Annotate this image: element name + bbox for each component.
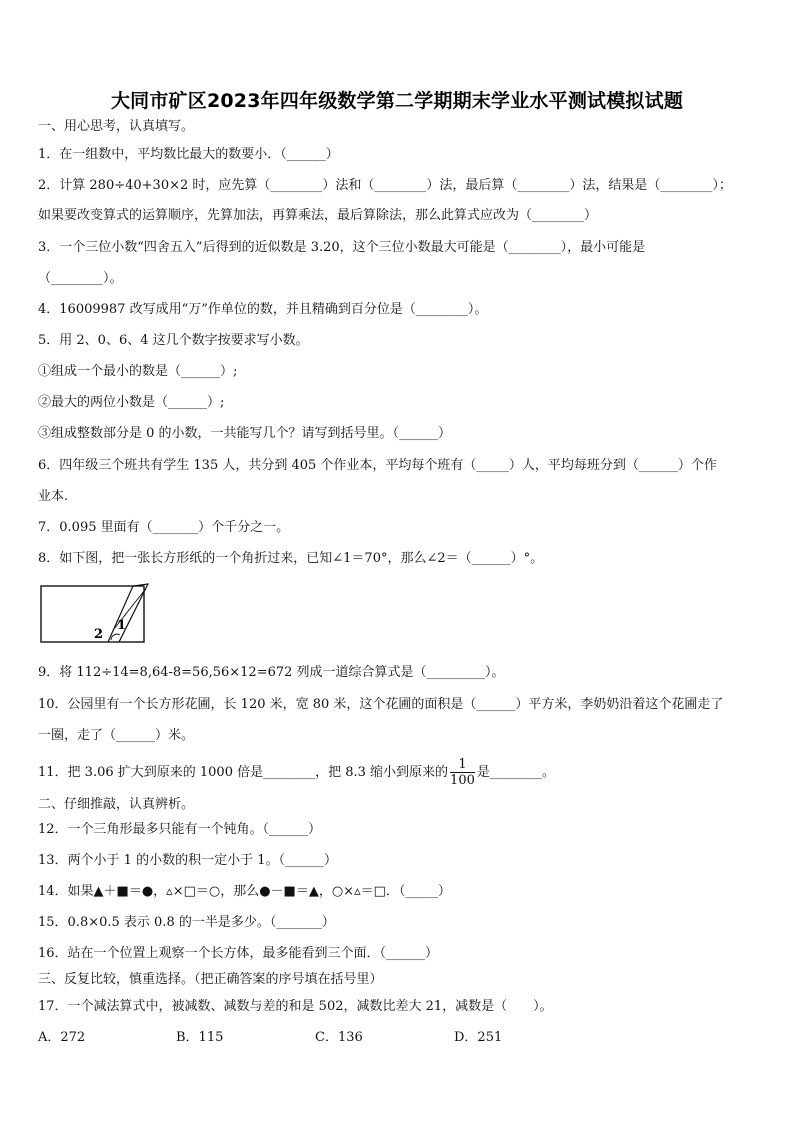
question-16: 16．站在一个位置上观察一个长方体，最多能看到三个面．（______） [38,946,439,961]
question-4: 4．16009987 改写成用“万”作单位的数，并且精确到百分位是（________）。 [38,302,488,317]
question-15: 15．0.8×0.5 表示 0.8 的一半是多少。（_______） [38,915,335,930]
question-3-line-1: 3．一个三位小数“四舍五入”后得到的近似数是 3.20，这个三位小数最大可能是（________），最小可能是 [38,240,646,255]
section-heading-1: 一、用心思考，认真填写。 [38,119,195,134]
option-d: D．251 [454,1030,503,1045]
question-11 [38,756,555,790]
question-5: 5．用 2、0、6、4 这几个数字按要求写小数。 [38,333,309,348]
question-17: 17．一个减法算式中，被减数、减数与差的和是 502，减数比差大 21，减数是（ ）。 [38,999,553,1014]
question-6-line-1: 6．四年级三个班共有学生 135 人，共分到 405 个作业本，平均每个班有（_____）人，平均每班分到（______）个作 [38,458,717,473]
question-10-line-1: 10．公园里有一个长方形花圃，长 120 米，宽 80 米，这个花圃的面积是（______）平方米，李奶奶沿着这个花圃走了 [38,697,724,712]
question-8: 8．如下图，把一张长方形纸的一个角折过来，已知∠1＝70°，那么∠2＝（______）°。 [38,551,544,566]
option-c: C．136 [315,1030,363,1045]
question-2-line-1: 2．计算 280÷40+30×2 时，应先算（________）法和（________）法，最后算（________）法，结果是（________）； [38,178,732,193]
question-7: 7．0.095 里面有（_______）个千分之一。 [38,520,290,535]
fraction-denominator: 100 [450,773,475,788]
question-10-line-2: 一圈，走了（______）米。 [38,728,195,743]
angle-2-label: 2 [94,627,104,642]
question-11-text-before: 11．把 3.06 扩大到原来的 1000 倍是________，把 8.3 缩小到原来的 [38,765,449,780]
question-2-line-2: 如果要改变算式的运算顺序，先算加法，再算乘法，最后算除法，那么此算式应改为（________） [38,208,598,223]
folded-corner [108,584,148,642]
option-b: B．115 [176,1030,224,1045]
page-title: 大同市矿区2023年四年级数学第二学期期末学业水平测试模拟试题 [110,90,684,112]
question-9: 9．将 112÷14=8,64-8=56,56×12=672 列成一道综合算式是（_________）。 [38,665,505,680]
angle-1-label: 1 [117,618,127,633]
paper-rectangle [41,586,144,642]
question-13: 13．两个小于 1 的小数的积一定小于 1。（______） [38,853,337,868]
section-heading-3: 三、反复比较，慎重选择。（把正确答案的序号填在括号里） [38,972,383,987]
fraction-numerator: 1 [450,757,475,773]
question-11-text-after: 是________。 [476,765,555,780]
question-14: 14．如果▲＋■＝●，▵×□＝○，那么●－■＝▲，○×▵＝□．（_____） [38,884,451,899]
question-5-part-2: ②最大的两位小数是（______）; [38,395,225,410]
question-6-line-2: 业本. [38,489,69,504]
section-heading-2: 二、仔细推敲，认真辨析。 [38,797,195,812]
fraction-one-hundredth [450,757,475,788]
question-3-line-2: （________）。 [38,271,123,286]
question-12: 12．一个三角形最多只能有一个钝角。（______） [38,822,322,837]
folded-paper-figure [40,583,152,645]
question-5-part-3: ③组成整数部分是 0 的小数，一共能写几个？请写到括号里。（______） [38,426,452,441]
question-1: 1．在一组数中，平均数比最大的数要小．（______） [38,147,339,162]
angle-arc [111,634,120,640]
question-5-part-1: ①组成一个最小的数是（______）; [38,364,238,379]
option-a: A．272 [38,1030,86,1045]
